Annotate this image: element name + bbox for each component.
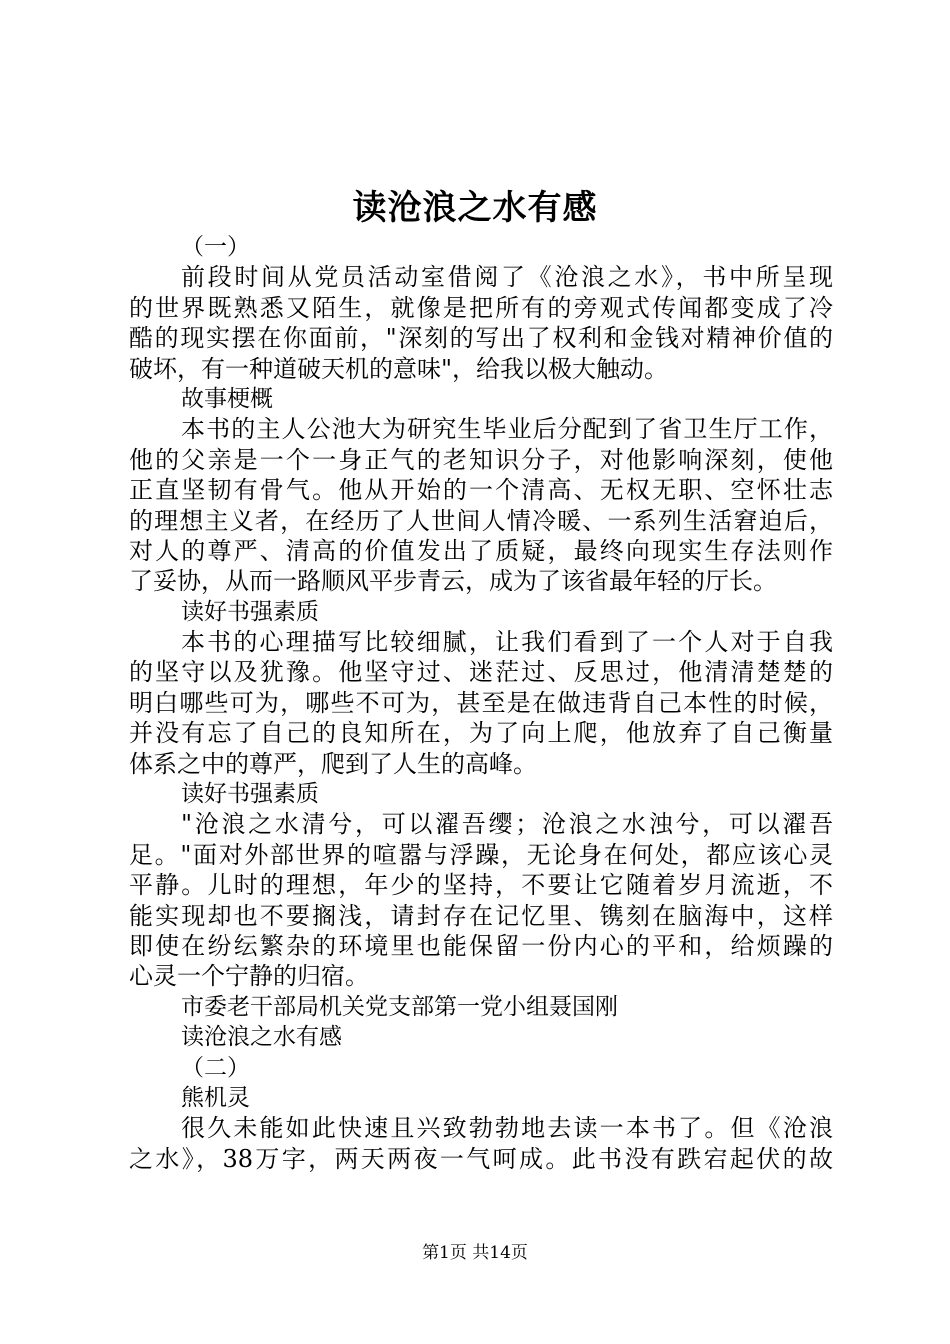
- section-heading: 熊机灵: [181, 1084, 250, 1111]
- paragraph-line: 的世界既熟悉又陌生，就像是把所有的旁观式传闻都变成了冷: [129, 293, 833, 322]
- section-heading: 读好书强素质: [181, 598, 319, 625]
- paragraph-line: 体系之中的尊严，爬到了人生的高峰。: [129, 749, 537, 778]
- paragraph-line: 平静。儿时的理想，年少的坚持，不要让它随着岁月流逝，不: [129, 871, 833, 900]
- paragraph-line: 前段时间从党员活动室借阅了《沧浪之水》，书中所呈现: [181, 263, 833, 292]
- paragraph-line: 破坏，有一种道破天机的意味"，给我以极大触动。: [129, 354, 669, 383]
- section-heading: 读沧浪之水有感: [181, 1024, 342, 1051]
- section-heading: （二）: [181, 1054, 250, 1081]
- paragraph-line: 酷的现实摆在你面前，"深刻的写出了权利和金钱对精神价值的: [129, 324, 833, 353]
- paragraph-line: 很久未能如此快速且兴致勃勃地去读一本书了。但《沧浪: [181, 1114, 833, 1143]
- document-title: 读沧浪之水有感: [352, 188, 598, 228]
- paragraph-line: 并没有忘了自己的良知所在，为了向上爬，他放弃了自己衡量: [129, 719, 833, 748]
- paragraph-line: 他的父亲是一个一身正气的老知识分子，对他影响深刻，使他: [129, 445, 833, 474]
- paragraph-line: 能实现却也不要搁浅，请封存在记忆里、镌刻在脑海中，这样: [129, 901, 833, 930]
- paragraph-line: 即使在纷纭繁杂的环境里也能保留一份内心的平和，给烦躁的: [129, 931, 833, 960]
- paragraph-line: 本书的主人公池大为研究生毕业后分配到了省卫生厅工作，: [181, 415, 833, 444]
- paragraph-line: 明白哪些可为，哪些不可为，甚至是在做违背自己本性的时候，: [129, 688, 833, 717]
- paragraph-line: "沧浪之水清兮，可以濯吾缨；沧浪之水浊兮，可以濯吾: [181, 810, 833, 839]
- paragraph-line: 的坚守以及犹豫。他坚守过、迷茫过、反思过，他清清楚楚的: [129, 658, 833, 687]
- paragraph-line: 心灵一个宁静的归宿。: [129, 962, 369, 991]
- paragraph-line: 的理想主义者，在经历了人世间人情冷暖、一系列生活窘迫后，: [129, 506, 833, 535]
- document-body: [129, 232, 833, 1174]
- page-footer: 第1页 共14页: [422, 1243, 528, 1263]
- section-heading: 市委老干部局机关党支部第一党小组聂国刚: [181, 993, 618, 1020]
- paragraph-line: 足。"面对外部世界的喧嚣与浮躁，无论身在何处，都应该心灵: [129, 840, 833, 869]
- section-heading: （一）: [181, 234, 250, 260]
- paragraph-line: 本书的心理描写比较细腻，让我们看到了一个人对于自我: [181, 628, 833, 657]
- paragraph-line: 了妥协，从而一路顺风平步青云，成为了该省最年轻的厅长。: [129, 567, 777, 596]
- section-heading: 故事梗概: [181, 385, 273, 412]
- paragraph-line: 正直坚韧有骨气。他从开始的一个清高、无权无职、空怀壮志: [129, 476, 833, 505]
- paragraph-line: 之水》，38万字，两天两夜一气呵成。此书没有跌宕起伏的故: [129, 1144, 833, 1173]
- section-heading: 读好书强素质: [181, 781, 319, 808]
- paragraph-line: 对人的尊严、清高的价值发出了质疑，最终向现实生存法则作: [129, 536, 833, 565]
